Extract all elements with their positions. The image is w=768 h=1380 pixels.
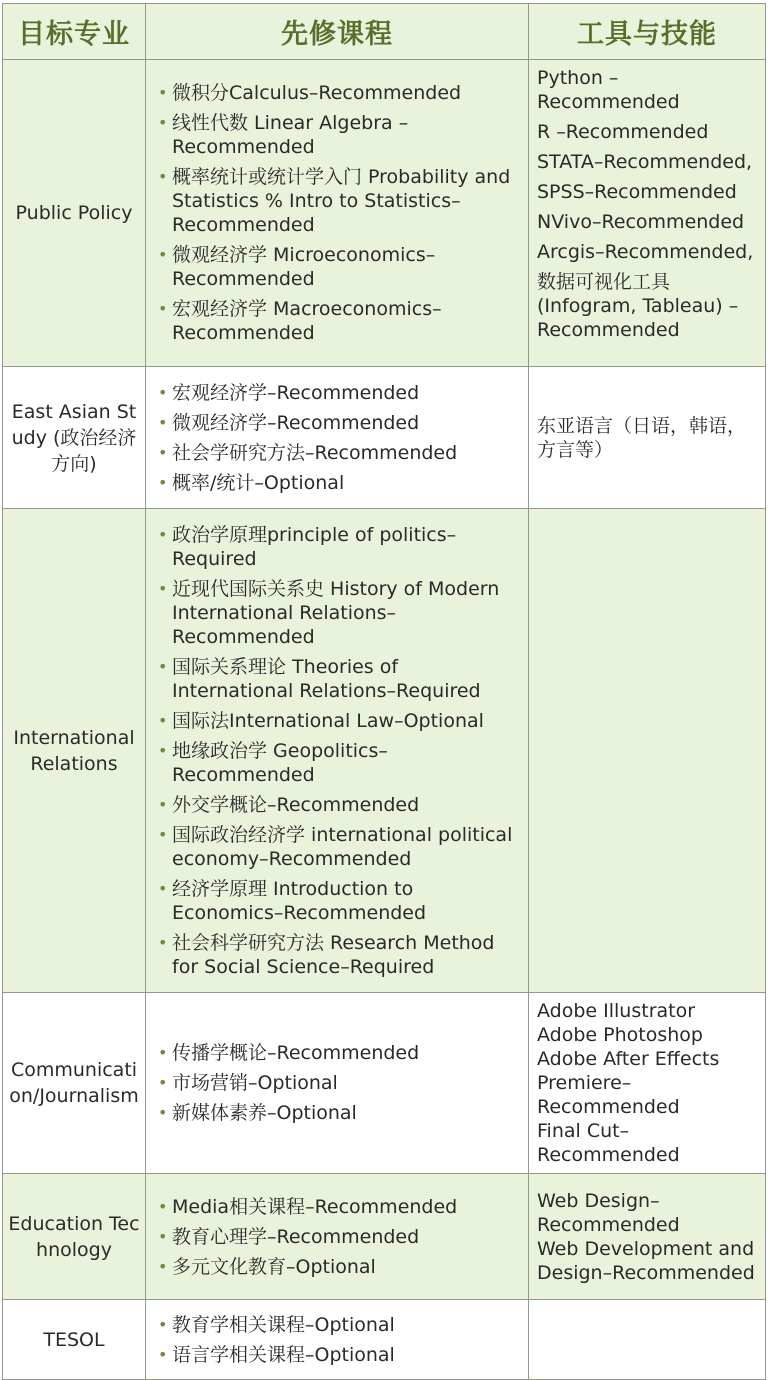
header-prereq: 先修课程 (146, 4, 529, 60)
major-cell: Education Technology (3, 1174, 146, 1300)
tool-item: 数据可视化工具 (Infogram, Tableau) –Recommended (537, 271, 739, 341)
course-list (156, 1313, 522, 1367)
tool-item: Arcgis–Recommended, (537, 241, 754, 263)
tools-cell (529, 367, 766, 509)
table-row (3, 993, 766, 1174)
tool-item: Premiere–Recommended (537, 1072, 680, 1118)
list-item: • 语言学相关课程–Optional (158, 1343, 395, 1366)
list-item: • 外交学概论–Recommended (158, 793, 420, 816)
courses-cell (146, 509, 529, 993)
courses-cell (146, 60, 529, 367)
table-row (3, 1174, 766, 1300)
course-list (156, 1195, 522, 1279)
tools-cell (529, 1174, 766, 1300)
tool-item: 东亚语言（日语，韩语，方言等） (537, 414, 747, 461)
list-item: • 传播学概论–Recommended (158, 1042, 420, 1064)
course-list (156, 523, 522, 979)
list-item: • 新媒体素养–Optional (158, 1102, 357, 1124)
tool-item: Adobe Illustrator (537, 1000, 696, 1022)
list-item: • 概率统计或统计学入门 Probability and Statistics % Intro to Statistics–Recommended (158, 166, 511, 236)
tool-item: STATA–Recommended, (537, 151, 753, 173)
table-row (3, 1300, 766, 1380)
table-row (3, 509, 766, 993)
table-row (3, 60, 766, 367)
major-cell: East Asian Study (政治经济方向) (3, 367, 146, 509)
list-item: • 微观经济学–Recommended (158, 411, 420, 434)
list-item: • 国际关系理论 Theories of International Relations–Required (158, 655, 481, 702)
majors-table (2, 3, 766, 1380)
list-item: • 线性代数 Linear Algebra –Recommended (158, 112, 409, 158)
list-item: • 宏观经济学 Macroeconomics–Recommended (158, 298, 442, 344)
header-major: 目标专业 (3, 4, 146, 60)
table-row (3, 367, 766, 509)
list-item: • 经济学原理 Introduction to Economics–Recommended (158, 877, 427, 924)
list-item: • Media相关课程–Recommended (158, 1195, 458, 1218)
courses-cell (146, 1300, 529, 1380)
courses-cell (146, 1174, 529, 1300)
list-item: • 微积分Calculus–Recommended (158, 82, 462, 104)
tool-item: Adobe Photoshop (537, 1024, 703, 1046)
tools-cell (529, 1300, 766, 1380)
tool-item: Web Design–Recommended (537, 1189, 680, 1236)
list-item: • 概率/统计–Optional (158, 471, 345, 494)
tool-item: Python –Recommended (537, 67, 680, 113)
major-cell: Communication/Journalism (3, 993, 146, 1174)
list-item: • 社会学研究方法–Recommended (158, 441, 458, 464)
list-item: • 社会科学研究方法 Research Method for Social Science–Required (158, 931, 495, 978)
courses-cell (146, 367, 529, 509)
tool-item: NVivo–Recommended (537, 211, 745, 233)
list-item: • 政治学原理principle of politics–Required (158, 523, 457, 570)
tools-cell (529, 509, 766, 993)
course-list (156, 1041, 522, 1125)
courses-cell (146, 993, 529, 1174)
course-list (156, 381, 522, 495)
list-item: • 地缘政治学 Geopolitics–Recommended (158, 739, 388, 786)
header-tools: 工具与技能 (529, 4, 766, 60)
tools-cell (529, 993, 766, 1174)
tool-item: Final Cut–Recommended (537, 1120, 680, 1166)
tool-item: SPSS–Recommended (537, 181, 737, 203)
header-row (3, 4, 766, 60)
list-item: • 教育学相关课程–Optional (158, 1313, 395, 1336)
tool-item: R –Recommended (537, 121, 709, 143)
list-item: • 微观经济学 Microeconomics–Recommended (158, 244, 436, 290)
major-cell: Public Policy (3, 60, 146, 367)
list-item: • 多元文化教育–Optional (158, 1255, 376, 1278)
tools-cell (529, 60, 766, 367)
list-item: • 市场营销–Optional (158, 1072, 338, 1094)
major-cell: International Relations (3, 509, 146, 993)
tool-item: Web Development and Design–Recommended (537, 1237, 755, 1284)
list-item: • 近现代国际关系史 History of Modern International Relations–Recommended (158, 577, 500, 648)
course-list (156, 81, 522, 345)
major-cell: TESOL (3, 1300, 146, 1380)
list-item: • 国际政治经济学 international political economy–Recommended (158, 823, 513, 870)
list-item: • 国际法International Law–Optional (158, 709, 484, 732)
list-item: • 宏观经济学–Recommended (158, 381, 420, 404)
list-item: • 教育心理学–Recommended (158, 1225, 420, 1248)
tool-item: Adobe After Effects (537, 1048, 720, 1070)
